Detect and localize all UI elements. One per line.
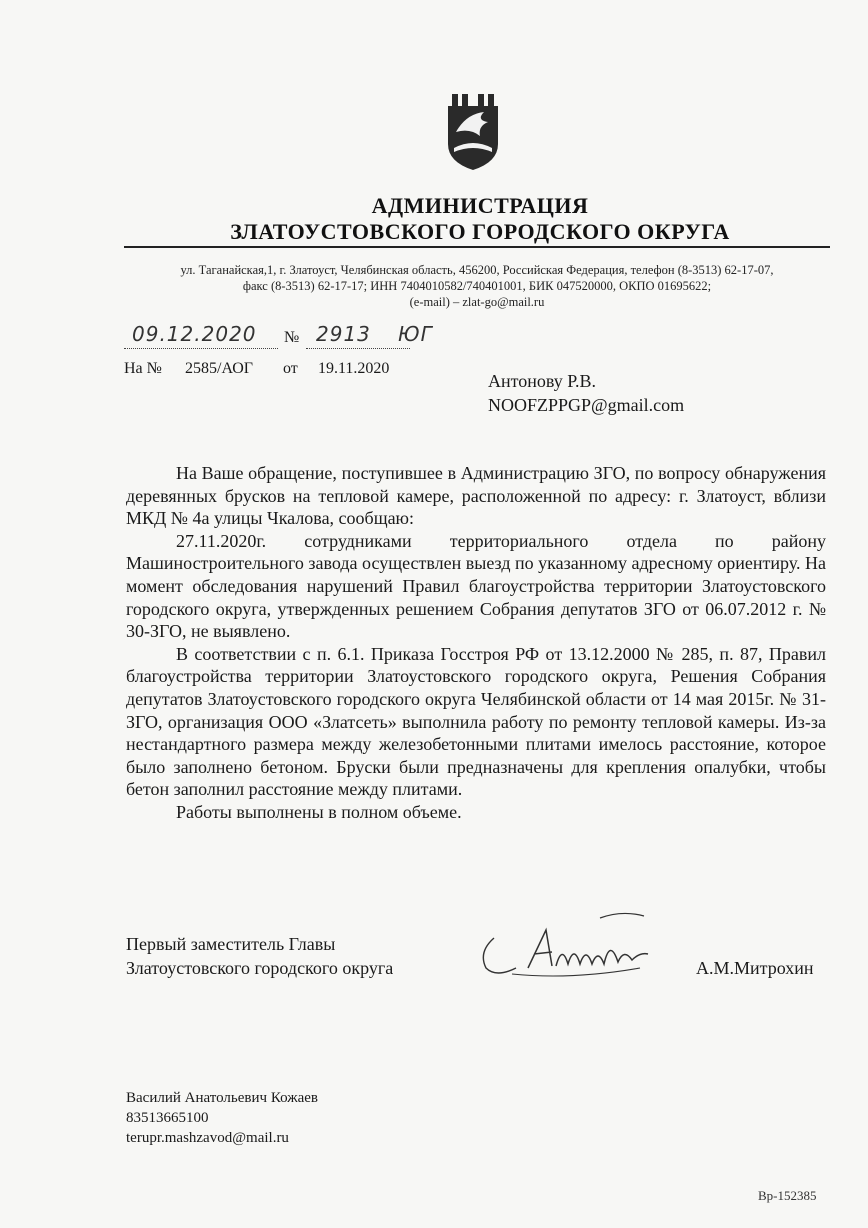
addressee-name: Антонову Р.В. <box>488 371 597 391</box>
date-underline <box>124 348 278 349</box>
letter-body <box>126 462 826 824</box>
signer-title-line2: Златоустовского городского округа <box>126 958 394 978</box>
address-line3: (e-mail) – zlat-go@mail.ru <box>409 295 545 309</box>
organization-name-line2: ЗЛАТОУСТОВСКОГО ГОРОДСКОГО ОКРУГА <box>230 219 730 244</box>
body-paragraph: На Ваше обращение, поступившее в Администрацию ЗГО, по вопросу обнаружения деревянных брусков на тепловой камере, расположенной по адресу: г. Златоуст, вблизи МКД № 4а улицы Чкалова, сообщаю: <box>126 463 826 529</box>
body-paragraph: В соответствии с п. 6.1. Приказа Госстроя РФ от 13.12.2000 № 285, п. 87, Правил благоустройства территории Златоустовского городского округа, Решения Собрания депутатов Златоустовского городского округа Челябинской области от 14 мая 2015г. № 31-ЗГО, организация ООО «Златсеть» выполнила работу по ремонту тепловой камеры. Из-за нестандартного размера между железобетонными плитами имелось расстояние, которое было заполнено бетоном. Бруски были предназначены для крепления опалубки, чтобы бетон заполнил расстояние между плитами. <box>126 643 826 800</box>
reference-from-label: от <box>283 360 298 377</box>
registration-number-sign: № <box>284 329 300 346</box>
body-paragraph: Работы выполнены в полном объеме. <box>176 801 462 822</box>
reference-date: 19.11.2020 <box>318 360 390 377</box>
reference-number: 2585/АОГ <box>185 360 254 377</box>
registration-date: 09.12.2020 <box>132 322 257 346</box>
executor-name: Василий Анатольевич Кожаев <box>126 1090 318 1106</box>
handwritten-signature <box>472 908 672 988</box>
registration-suffix: ЮГ <box>398 322 433 346</box>
signer-title-line1: Первый заместитель Главы <box>126 934 336 954</box>
signer-name: А.М.Митрохин <box>696 958 814 978</box>
address-line1: ул. Таганайская,1, г. Златоуст, Челябинская область, 456200, Российская Федерация, телефон (8-3513) 62-17-07, <box>180 263 774 277</box>
header-divider <box>124 246 830 248</box>
city-coat-of-arms-icon <box>440 92 506 174</box>
document-code: Вр-152385 <box>758 1188 817 1203</box>
reference-label: На № <box>124 360 162 377</box>
addressee-email: NOOFZPPGP@gmail.com <box>488 395 685 415</box>
address-line2: факс (8-3513) 62-17-17; ИНН 7404010582/740401001, БИК 047520000, ОКПО 01695622; <box>242 279 712 293</box>
executor-email: terupr.mashzavod@mail.ru <box>126 1130 289 1146</box>
organization-name-line1: АДМИНИСТРАЦИЯ <box>371 193 589 218</box>
registration-number: 2913 <box>316 322 371 346</box>
body-paragraph: 27.11.2020г. сотрудниками территориального отдела по району Машиностроительного завода осуществлен выезд по указанному адресному ориентиру. На момент обследования нарушений Правил благоустройства территории Златоустовского городского округа, утвержденных решением Собрания депутатов ЗГО от 06.07.2012 г. № 30-ЗГО, не выявлено. <box>126 530 826 642</box>
number-underline <box>306 348 410 349</box>
executor-phone: 83513665100 <box>126 1110 209 1126</box>
